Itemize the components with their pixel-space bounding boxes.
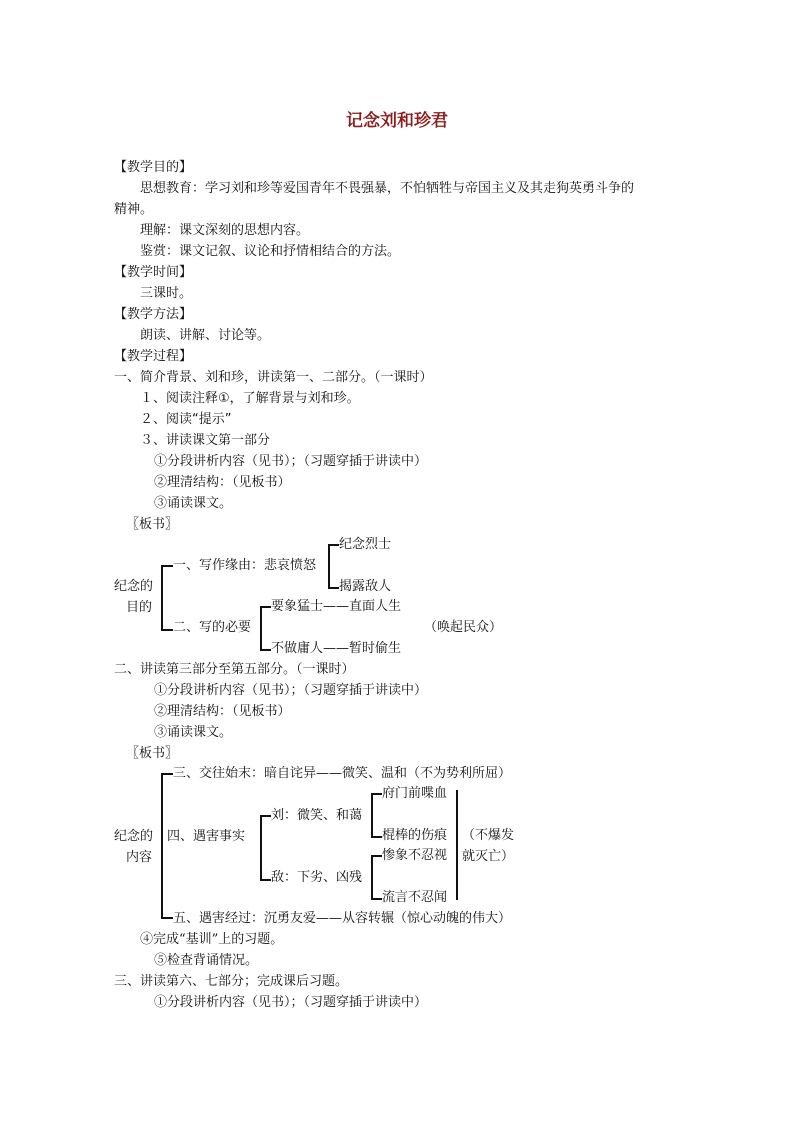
part1-step: ２、阅读“提示” — [140, 412, 232, 427]
board1-branch1: 一、写作缘由：悲哀愤怒 — [173, 558, 317, 573]
process-heading: 【教学过程】 — [114, 349, 193, 364]
goals-thought-line1: 思想教育：学习刘和珍等爱国青年不畏强暴，不怕牺牲与帝国主义及其走狗英勇斗争的 — [140, 181, 635, 196]
part2-sub: ③诵读课文。 — [154, 725, 233, 740]
goals-thought-line2: 精神。 — [114, 202, 154, 217]
method-heading: 【教学方法】 — [114, 307, 193, 322]
board1-leaf2a: 要象猛士——直面人生 — [271, 599, 402, 614]
board1-branch2: 二、写的必要 — [173, 620, 252, 635]
board2-side-bottom: 就灭亡） — [462, 849, 515, 864]
time-value: 三课时。 — [140, 286, 193, 301]
board2-leaf: 惨象不忍视 — [382, 848, 448, 863]
board1-bracket1 — [328, 544, 339, 589]
board1-bracket2 — [260, 606, 271, 651]
method-value: 朗读、讲解、讨论等。 — [140, 328, 271, 343]
part2-sub: ②理清结构：（见板书） — [154, 704, 291, 719]
board1-leaf1b: 揭露敌人 — [339, 579, 392, 594]
board2-bracket-sides — [260, 815, 271, 881]
board2-liu: 刘：微笑、和蔼 — [271, 808, 363, 823]
part1-step: ３、讲读课文第一部分 — [140, 433, 271, 448]
part1-sub: ①分段讲析内容（见书）；（习题穿插于讲读中） — [154, 454, 428, 469]
part2-more: ④完成“基训”上的习题。 — [140, 932, 284, 947]
board2-leaf: 棍棒的伤痕 — [382, 828, 448, 843]
part2-heading: 二、讲读第三部分至第五部分。（一课时） — [114, 662, 355, 677]
board2-leaf: 府门前喋血 — [382, 786, 448, 801]
board-label: 〖板书〗 — [126, 746, 179, 761]
time-heading: 【教学时间】 — [114, 265, 193, 280]
board1-side-note: （唤起民众） — [424, 620, 503, 635]
part1-sub: ②理清结构：（见板书） — [154, 475, 291, 490]
page-title: 记念刘和珍君 — [346, 111, 448, 131]
board2-left-top: 纪念的 — [114, 829, 154, 844]
board1-main-bracket — [161, 565, 173, 631]
part3-sub: ①分段讲析内容（见书）；（习题穿插于讲读中） — [154, 995, 428, 1010]
board2-side-top: （不爆发 — [462, 828, 515, 843]
part1-heading: 一、简介背景、刘和珍，讲读第一、二部分。（一课时） — [114, 370, 433, 385]
part3-heading: 三、讲读第六、七部分；完成课后习题。 — [114, 974, 349, 989]
goals-understand: 理解：课文深刻的思想内容。 — [140, 223, 310, 238]
board2-bracket-leaves-lower — [371, 855, 382, 900]
board2-leaf: 流言不忍闻 — [382, 890, 448, 905]
board-label: 〖板书〗 — [126, 517, 179, 532]
part2-sub: ①分段讲析内容（见书）；（习题穿插于讲读中） — [154, 683, 428, 698]
board2-enemy: 敌：下劣、凶残 — [271, 870, 363, 885]
board2-branch3: 三、交往始末：暗自诧异——微笑、温和（不为势利所屈） — [173, 766, 512, 781]
part2-more: ⑤检查背诵情况。 — [154, 953, 259, 968]
board1-leaf1a: 纪念烈士 — [339, 537, 392, 552]
board2-branch4: 四、遇害事实 — [167, 829, 246, 844]
goals-heading: 【教学目的】 — [114, 160, 193, 175]
board2-right-bracket — [456, 790, 458, 900]
part1-sub: ③诵读课文。 — [154, 496, 233, 511]
board2-bracket-leaves-upper — [371, 793, 382, 838]
board1-left-bottom: 目的 — [126, 600, 153, 615]
board2-branch5: 五、遇害经过：沉勇友爱——从容转辗（惊心动魄的伟大） — [173, 911, 512, 926]
goals-appreciate: 鉴赏：课文记叙、议论和抒情相结合的方法。 — [140, 244, 401, 259]
board1-leaf2b: 不做庸人——暂时偷生 — [271, 641, 402, 656]
board1-left-top: 纪念的 — [114, 579, 154, 594]
board2-main-bracket — [161, 773, 173, 919]
part1-step: １、阅读注释①，了解背景与刘和珍。 — [140, 391, 360, 406]
board2-left-bottom: 内容 — [126, 850, 153, 865]
